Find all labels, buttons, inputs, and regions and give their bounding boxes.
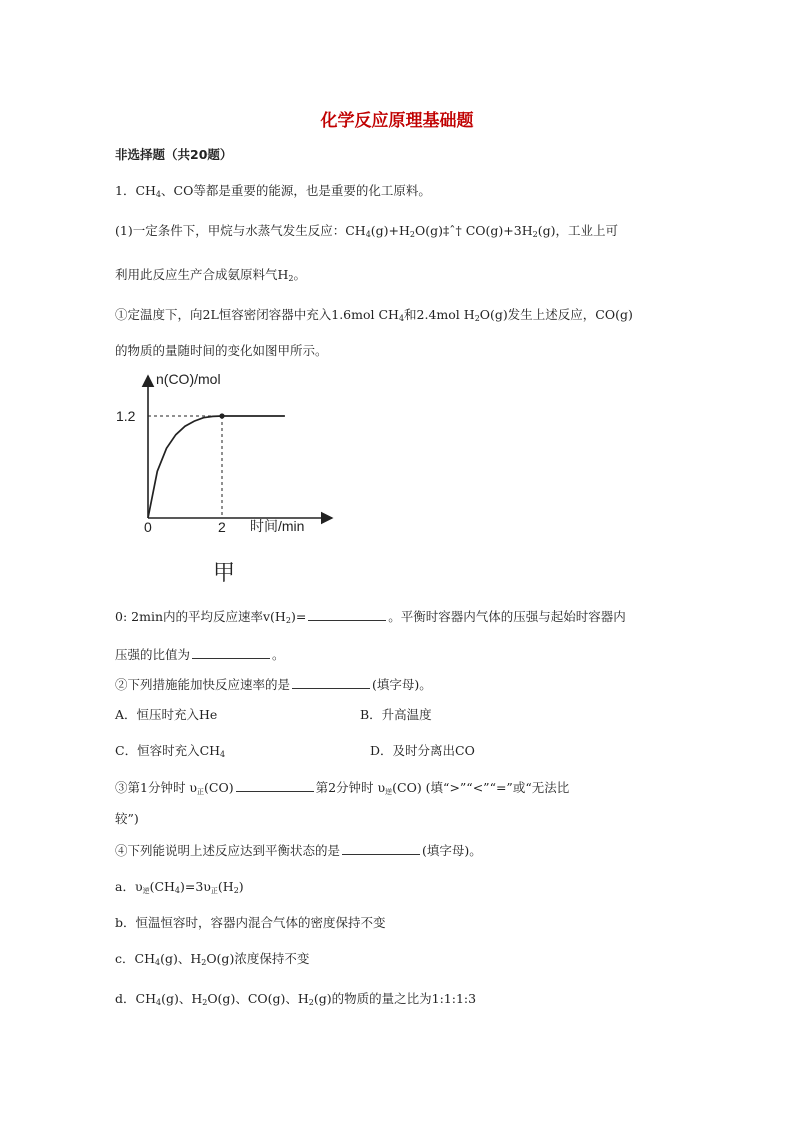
text-run: C．恒容时充入CH: [115, 743, 221, 758]
text-run: (g)、H: [160, 951, 202, 966]
option-d: D．及时分离出CO: [370, 743, 475, 758]
part-1-line-1: [115, 222, 618, 240]
text-run: c．CH: [115, 951, 155, 966]
subscript: 正: [210, 887, 218, 895]
subquestion-1-line-2: 的物质的量随时间的变化如图甲所示。: [115, 343, 328, 358]
data-point: [219, 413, 224, 418]
text-run: 利用此反应生产合成氨原料气H: [115, 267, 289, 282]
x-tick-label: 0: [144, 519, 152, 535]
text-run: 压强的比值为: [115, 647, 191, 662]
text-run: 0: 2min内的平均反应速率v(H: [115, 609, 286, 624]
subscript: 2: [474, 314, 480, 323]
option-c: [115, 742, 225, 760]
text-run: O(g)‡ˆ† CO(g)+3H: [415, 223, 533, 238]
x-tick-label: 2: [218, 519, 226, 535]
subscript: 2: [233, 886, 239, 895]
question-number: 1．: [115, 183, 136, 198]
subscript: 2: [532, 230, 538, 239]
subquestion-2: [115, 676, 432, 694]
text-run: (CH: [149, 879, 175, 894]
subscript: 2: [308, 998, 314, 1007]
stem-text: 、CO等都是重要的能源，也是重要的化工原料。: [161, 183, 431, 198]
text-run: d．CH: [115, 991, 156, 1006]
text-run: )=3υ: [180, 879, 211, 894]
subscript: 4: [174, 886, 180, 895]
text-run: (g)，工业上可: [537, 223, 618, 238]
pressure-ratio-line: [115, 646, 285, 664]
choice-b: b．恒温恒容时，容器内混合气体的密度保持不变: [115, 915, 386, 930]
text-run: O(g)浓度保持不变: [206, 951, 310, 966]
section-heading: 非选择题（共20题）: [115, 147, 233, 162]
option-b: B．升高温度: [360, 707, 432, 722]
x-axis-label: 时间/min: [250, 518, 305, 534]
formula-text: CH: [135, 183, 156, 198]
subscript: 2: [201, 958, 207, 967]
text-run: O(g)发生上述反应，CO(g): [479, 307, 633, 322]
page-title: 化学反应原理基础题: [320, 111, 474, 131]
part-1-line-2: [115, 266, 306, 284]
chart-svg: [110, 368, 340, 598]
subscript: 2: [202, 998, 208, 1007]
answer-blank[interactable]: [192, 647, 270, 659]
answer-blank[interactable]: [292, 677, 370, 689]
subquestion-3-line-2: 较”): [115, 811, 139, 826]
answer-blank[interactable]: [308, 609, 386, 621]
y-tick-label: 1.2: [116, 408, 136, 424]
subscript: 4: [155, 998, 162, 1007]
answer-blank[interactable]: [342, 843, 420, 855]
subscript: 逆: [142, 887, 150, 895]
text-run: (CO) (填“>”“<”“=”或“无法比: [392, 780, 570, 795]
text-run: (1)一定条件下，甲烷与水蒸气发生反应：CH: [115, 223, 366, 238]
y-axis-label: n(CO)/mol: [156, 371, 221, 387]
text-run: (g)、H: [161, 991, 203, 1006]
subscript: 4: [154, 958, 161, 967]
text-run: (g)+H: [370, 223, 410, 238]
subscript: 4: [398, 314, 405, 323]
text-run: 。平衡时容器内气体的压强与起始时容器内: [388, 609, 626, 624]
subquestion-4: [115, 842, 482, 860]
subquestion-1-line-1: [115, 306, 633, 324]
text-run: ①定温度下，向2L恒容密闭容器中充入1.6mol CH: [115, 307, 399, 322]
text-run: a．υ: [115, 879, 143, 894]
question-1-stem: [115, 182, 431, 200]
subscript: 2: [288, 274, 294, 283]
text-run: (填字母)。: [372, 677, 432, 692]
choice-a: [115, 878, 244, 896]
subscript: 2: [285, 616, 291, 625]
subquestion-3-line-1: [115, 779, 569, 797]
text-run: 。: [272, 647, 285, 662]
subscript: 正: [197, 788, 205, 796]
text-run: (填字母)。: [422, 843, 482, 858]
text-run: ②下列措施能加快反应速率的是: [115, 677, 291, 692]
text-run: 。: [293, 267, 307, 282]
text-run: O(g)、CO(g)、H: [207, 991, 309, 1006]
chart-figure: [110, 368, 340, 598]
text-run: ④下列能说明上述反应达到平衡状态的是: [115, 843, 341, 858]
subscript: 逆: [385, 788, 393, 796]
text-run: ): [238, 879, 244, 894]
series-line: [148, 416, 285, 518]
rate-question-line: [115, 608, 626, 626]
figure-label: 甲: [213, 560, 236, 585]
answer-blank[interactable]: [236, 780, 314, 792]
text-run: (H: [217, 879, 234, 894]
text-run: ③第1分钟时 υ: [115, 780, 198, 795]
text-run: 和2.4mol H: [404, 307, 475, 322]
subscript: 4: [365, 230, 371, 239]
option-a: A．恒压时充入He: [115, 707, 218, 722]
subscript: 4: [220, 750, 226, 759]
subscript: 4: [155, 190, 162, 199]
subscript: 2: [409, 230, 416, 239]
choice-c: [115, 950, 309, 968]
choice-d: [115, 990, 476, 1008]
text-run: )=: [290, 609, 307, 624]
text-run: 第2分钟时 υ: [315, 780, 386, 795]
text-run: (CO): [204, 780, 234, 795]
text-run: (g)的物质的量之比为1:1:1:3: [313, 991, 477, 1006]
